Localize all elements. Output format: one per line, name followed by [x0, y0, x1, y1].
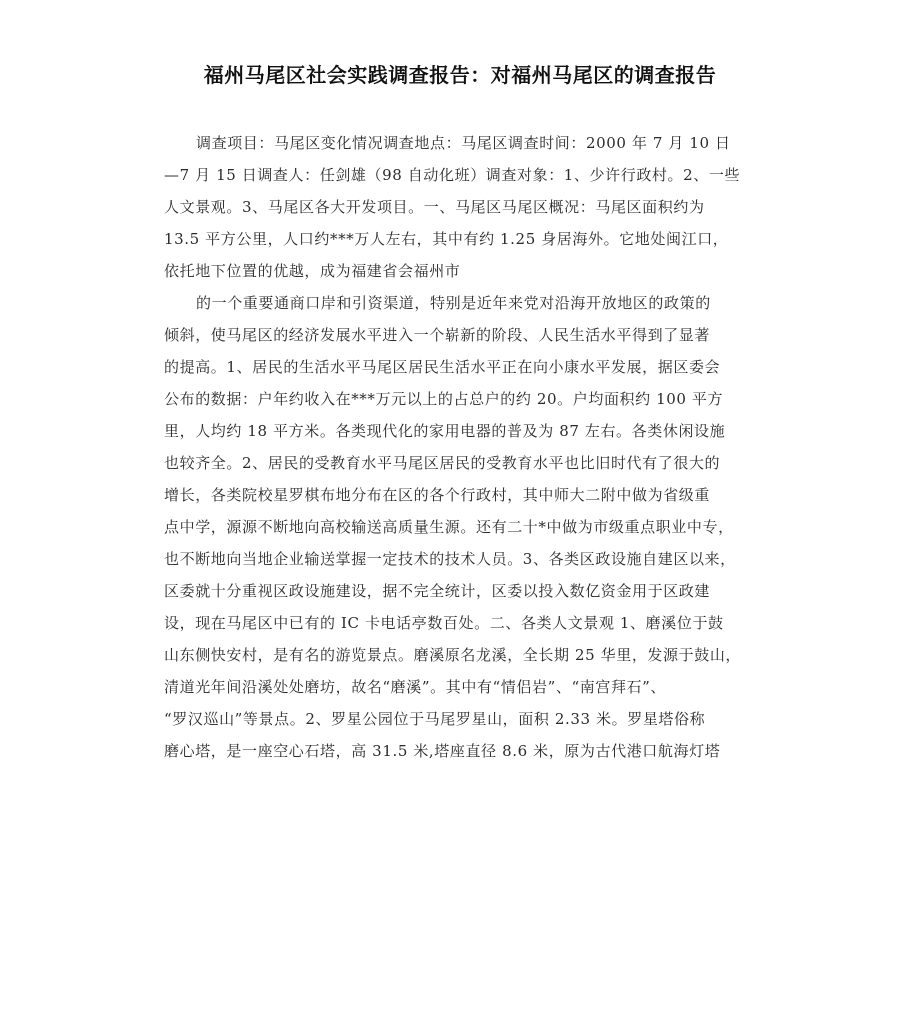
- text-line: 公布的数据：户年约收入在***万元以上的占总户的约 20。户均面积约 100 平方: [164, 390, 724, 408]
- text-line: 里，人均约 18 平方米。各类现代化的家用电器的普及为 87 左右。各类休闲设施: [164, 422, 726, 440]
- text-line: 设，现在马尾区中已有的 IC 卡电话亭数百处。二、各类人文景观 1、磨溪位于鼓: [164, 614, 724, 632]
- text-line: “罗汉巡山”等景点。2、罗星公园位于马尾罗星山，面积 2.33 米。罗星塔俗称: [164, 710, 706, 728]
- text-line: 倾斜，使马尾区的经济发展水平进入一个崭新的阶段、人民生活水平得到了显著: [164, 326, 711, 344]
- text-line: 山东侧快安村，是有名的游览景点。磨溪原名龙溪，全长期 25 华里，发源于鼓山，: [164, 646, 742, 664]
- text-line: 依托地下位置的优越，成为福建省会福州市: [164, 262, 461, 280]
- text-line: 增长，各类院校星罗棋布地分布在区的各个行政村，其中师大二附中做为省级重: [164, 486, 711, 504]
- paragraph-1: [164, 127, 764, 767]
- text-line: 清道光年间沿溪处处磨坊，故名“磨溪”。其中有“情侣岩”、“南宫拜石”、: [164, 678, 667, 696]
- text-line: 13.5 平方公里，人口约***万人左右，其中有约 1.25 身居海外。它地处闽江口，: [164, 230, 729, 248]
- text-line: 的一个重要通商口岸和引资渠道，特别是近年来党对沿海开放地区的政策的: [196, 294, 711, 312]
- text-line: 也较齐全。2、居民的受教育水平马尾区居民的受教育水平也比旧时代有了很大的: [164, 454, 721, 472]
- text-line: 调查项目：马尾区变化情况调查地点：马尾区调查时间：2000 年 7 月 10 日: [196, 134, 731, 152]
- text-line: 区委就十分重视区政设施建设，据不完全统计，区委以投入数亿资金用于区政建: [164, 582, 711, 600]
- page-title: 福州马尾区社会实践调查报告：对福州马尾区的调查报告: [203, 63, 717, 87]
- text-line: 的提高。1、居民的生活水平马尾区居民生活水平正在向小康水平发展，据区委会: [164, 358, 721, 376]
- text-line: 也不断地向当地企业输送掌握一定技术的技术人员。3、各类区政设施自建区以来，: [164, 550, 736, 568]
- text-line: 点中学，源源不断地向高校输送高质量生源。还有二十*中做为市级重点职业中专，: [164, 518, 734, 536]
- text-line: 磨心塔，是一座空心石塔，高 31.5 米,塔座直径 8.6 米，原为古代港口航海灯塔: [164, 742, 721, 760]
- text-line: —7 月 15 日调查人：任剑雄（98 自动化班）调查对象：1、少许行政村。2、一些: [164, 166, 741, 184]
- text-line: 人文景观。3、马尾区各大开发项目。一、马尾区马尾区概况：马尾区面积约为: [164, 198, 705, 216]
